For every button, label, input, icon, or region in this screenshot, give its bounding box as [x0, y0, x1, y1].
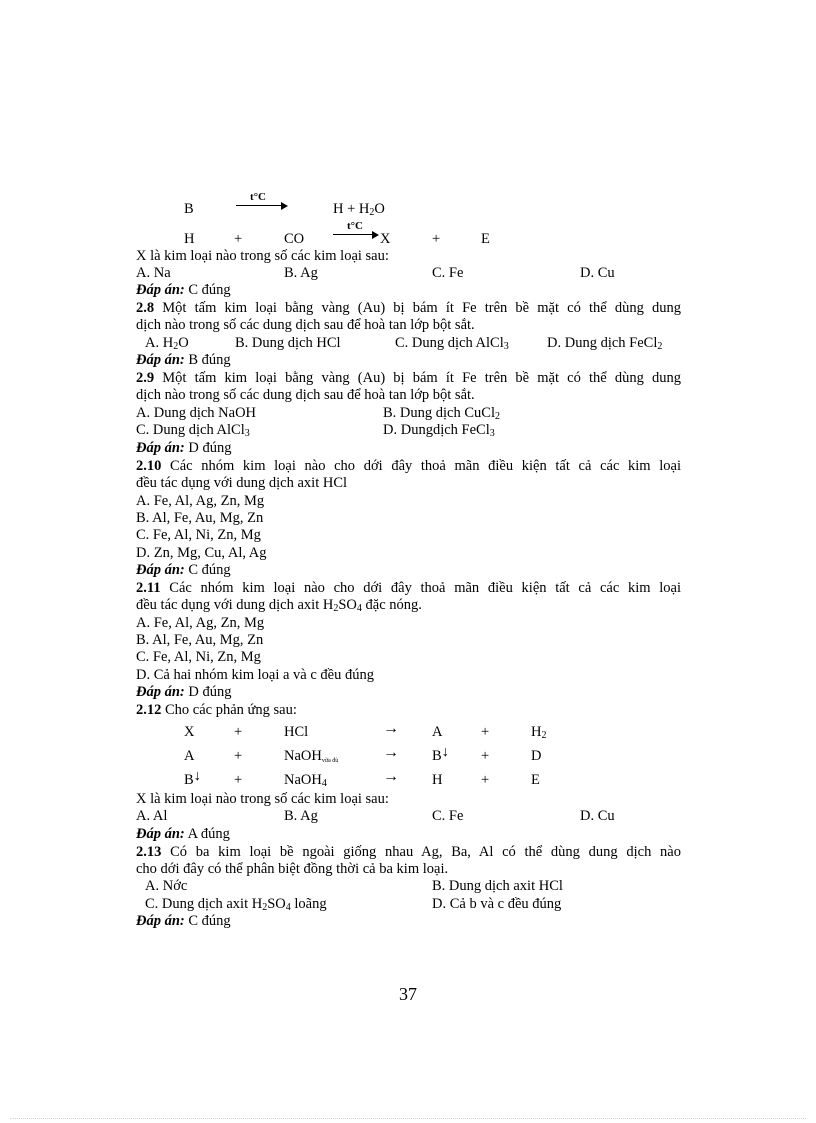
reaction-species: NaOH$_4$ — [284, 772, 327, 789]
option-d: D. Zn, Mg, Cu, Al, Ag — [136, 545, 267, 561]
question-text: cho dới đây có thể phân biệt đồng thời cả ba kim loại. — [136, 861, 449, 877]
option-a: A. Dung dịch NaOH — [136, 405, 257, 421]
option-d: D. Cả b và c đều đúng — [432, 896, 562, 912]
reaction-species: A — [184, 748, 195, 764]
reaction-species: B↓ — [184, 768, 201, 788]
reaction-species: $H_2$ — [531, 724, 547, 741]
answer-line: Đáp án: B đúng — [136, 352, 231, 368]
reaction-species: X — [380, 231, 391, 247]
question-text: dịch nào trong số các dung dịch sau để hoà tan lớp bột sắt. — [136, 387, 475, 403]
question-2-9-text: 2.9 Một tấm kim loại bằng vàng (Au) bị bám ít Fe trên bề mặt có thể dùng dung — [136, 370, 682, 386]
reaction-condition: t°C — [347, 220, 364, 232]
reaction-species: B — [184, 201, 194, 217]
reaction-species: H — [432, 772, 443, 788]
option-b: B. Al, Fe, Au, Mg, Zn — [136, 632, 264, 648]
option-b: B. Dung dịch HCl — [235, 335, 341, 351]
reaction-species: CO — [284, 231, 305, 247]
option-c: C. Dung dịch axit $H_2SO_4$ loãng — [145, 896, 327, 913]
arrow-icon: → — [383, 720, 399, 737]
option-c: C. Dung dịch AlCl$_3$ — [136, 422, 250, 439]
plus-sign: + — [234, 724, 243, 740]
option-a: A. Al — [136, 808, 168, 824]
question-text: X là kim loại nào trong số các kim loại sau: — [136, 791, 389, 807]
answer-line: Đáp án: D đúng — [136, 684, 232, 700]
reaction-condition: t°C — [250, 191, 267, 203]
reaction-products: $H + H_2O$ — [333, 201, 385, 218]
reaction-species: E — [531, 772, 540, 788]
option-d: D. Cu — [580, 265, 615, 281]
answer-line: Đáp án: A đúng — [136, 826, 230, 842]
answer-line: Đáp án: C đúng — [136, 913, 231, 929]
answer-line: Đáp án: C đúng — [136, 562, 231, 578]
question-2-8-text: 2.8 Một tấm kim loại bằng vàng (Au) bị bám ít Fe trên bề mặt có thể dùng dung — [136, 300, 682, 316]
plus-sign: + — [234, 231, 243, 247]
option-c: C. Fe, Al, Ni, Zn, Mg — [136, 527, 261, 543]
option-a: A. Fe, Al, Ag, Zn, Mg — [136, 615, 265, 631]
question-text: dịch nào trong số các dung dịch sau để hoà tan lớp bột sắt. — [136, 317, 475, 333]
option-b: B. Ag — [284, 808, 318, 824]
option-a: A. Nớc — [145, 878, 188, 894]
option-a: A. $H_2O$ — [145, 335, 189, 352]
question-2-13-text: 2.13 Có ba kim loại bề ngoài giống nhau Ag, Ba, Al có thể dùng dung dịch nào — [136, 844, 681, 860]
option-d: D. Dungdịch FeCl$_3$ — [383, 422, 495, 439]
option-a: A. Na — [136, 265, 171, 281]
option-d: D. Cu — [580, 808, 615, 824]
plus-sign: + — [481, 724, 490, 740]
plus-sign: + — [481, 772, 490, 788]
reaction-species: NaOH$_{vừa đủ}$ — [284, 748, 339, 764]
reaction-species: H — [184, 231, 195, 247]
question-text: X là kim loại nào trong số các kim loại sau: — [136, 248, 389, 264]
answer-line: Đáp án: D đúng — [136, 440, 232, 456]
reaction-species: X — [184, 724, 195, 740]
arrow-icon: → — [383, 768, 399, 785]
option-b: B. Dung dịch CuCl$_2$ — [383, 405, 500, 422]
reaction-species: B↓ — [432, 744, 449, 764]
reaction-species: HCl — [284, 724, 309, 740]
plus-sign: + — [234, 772, 243, 788]
option-d: D. Dung dịch FeCl$_2$ — [547, 335, 663, 352]
option-d: D. Cả hai nhóm kim loại a và c đều đúng — [136, 667, 374, 683]
plus-sign: + — [432, 231, 441, 247]
option-b: B. Ag — [284, 265, 318, 281]
question-2-12-intro: 2.12 Cho các phản ứng sau: — [136, 702, 297, 718]
plus-sign: + — [234, 748, 243, 764]
arrow-icon: → — [383, 744, 399, 761]
reaction-species: E — [481, 231, 490, 247]
precipitate-arrow-icon: ↓ — [441, 744, 449, 760]
option-c: C. Fe — [432, 265, 464, 281]
page-edge-divider — [10, 1118, 806, 1119]
question-2-11-text: 2.11 Các nhóm kim loại nào cho dới đây thoả mãn điều kiện tất cả các kim loại — [136, 580, 681, 596]
option-b: B. Al, Fe, Au, Mg, Zn — [136, 510, 264, 526]
page-number: 37 — [399, 984, 417, 1004]
question-text: đều tác dụng với dung dịch axit $H_2SO_4$ đặc nóng. — [136, 597, 422, 614]
answer-line: Đáp án: C đúng — [136, 282, 231, 298]
option-c: C. Dung dịch AlCl$_3$ — [395, 335, 509, 352]
reaction-species: D — [531, 748, 542, 764]
option-b: B. Dung dịch axit HCl — [432, 878, 563, 894]
option-a: A. Fe, Al, Ag, Zn, Mg — [136, 493, 265, 509]
question-text: đều tác dụng với dung dịch axit HCl — [136, 475, 348, 491]
plus-sign: + — [481, 748, 490, 764]
reaction-species: A — [432, 724, 443, 740]
option-c: C. Fe — [432, 808, 464, 824]
option-c: C. Fe, Al, Ni, Zn, Mg — [136, 649, 261, 665]
precipitate-arrow-icon: ↓ — [193, 768, 201, 784]
question-2-10-text: 2.10 Các nhóm kim loại nào cho dới đây thoả mãn điều kiện tất cả các kim loại — [136, 458, 681, 474]
